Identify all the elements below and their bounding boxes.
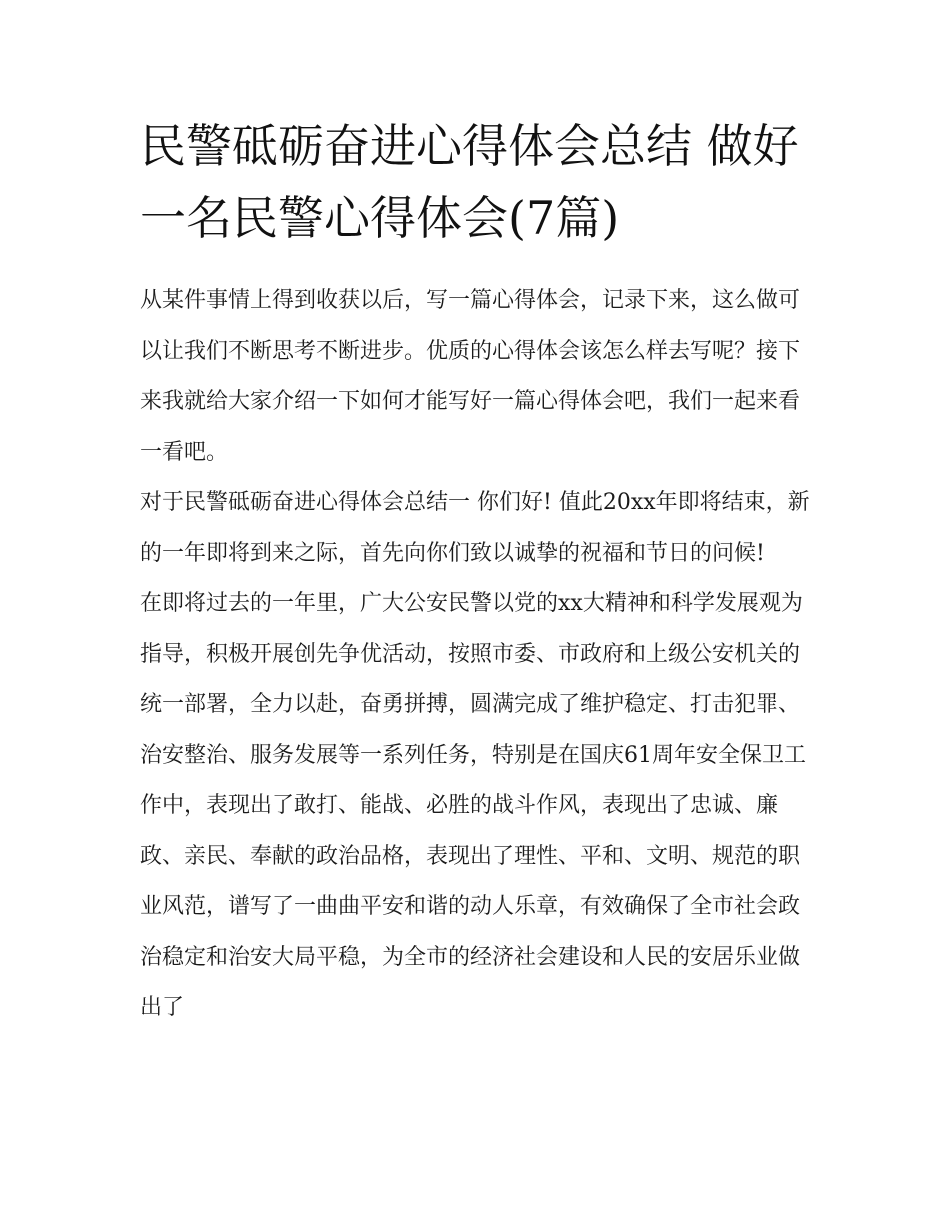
paragraph-review: 在即将过去的一年里，广大公安民警以党的xx大精神和科学发展观为指导，积极开展创先争优活动，按照市委、市政府和上级公安机关的统一部署，全力以赴，奋勇拼搏，圆满完成了维护稳定、打击犯罪、治安整治、服务发展等一系列任务，特别是在国庆61周年安全保卫工作中，表现出了敢打、能战、必胜的战斗作风，表现出了忠诚、廉政、亲民、奉献的政治品格，表现出了理性、平和、文明、规范的职业风范，谱写了一曲曲平安和谐的动人乐章，有效确保了全市社会政治稳定和治安大局平稳，为全市的经济社会建设和人民的安居乐业做出了 (140, 591, 806, 1020)
paragraph-greeting: 对于民警砥砺奋进心得体会总结一 你们好! 值此20xx年即将结束，新的一年即将到来之际，首先向你们致以诚挚的祝福和节日的问候! (140, 490, 810, 566)
paragraph-intro: 从某件事情上得到收获以后，写一篇心得体会，记录下来，这么做可以让我们不断思考不断进步。优质的心得体会该怎么样去写呢？接下来我就给大家介绍一下如何才能写好一篇心得体会吧，我们一起来看一看吧。 (140, 288, 801, 465)
document-content (140, 110, 812, 1034)
document-title: 民警砥砺奋进心得体会总结 做好一名民警心得体会(7篇) (140, 119, 799, 245)
document-body (140, 276, 812, 1034)
